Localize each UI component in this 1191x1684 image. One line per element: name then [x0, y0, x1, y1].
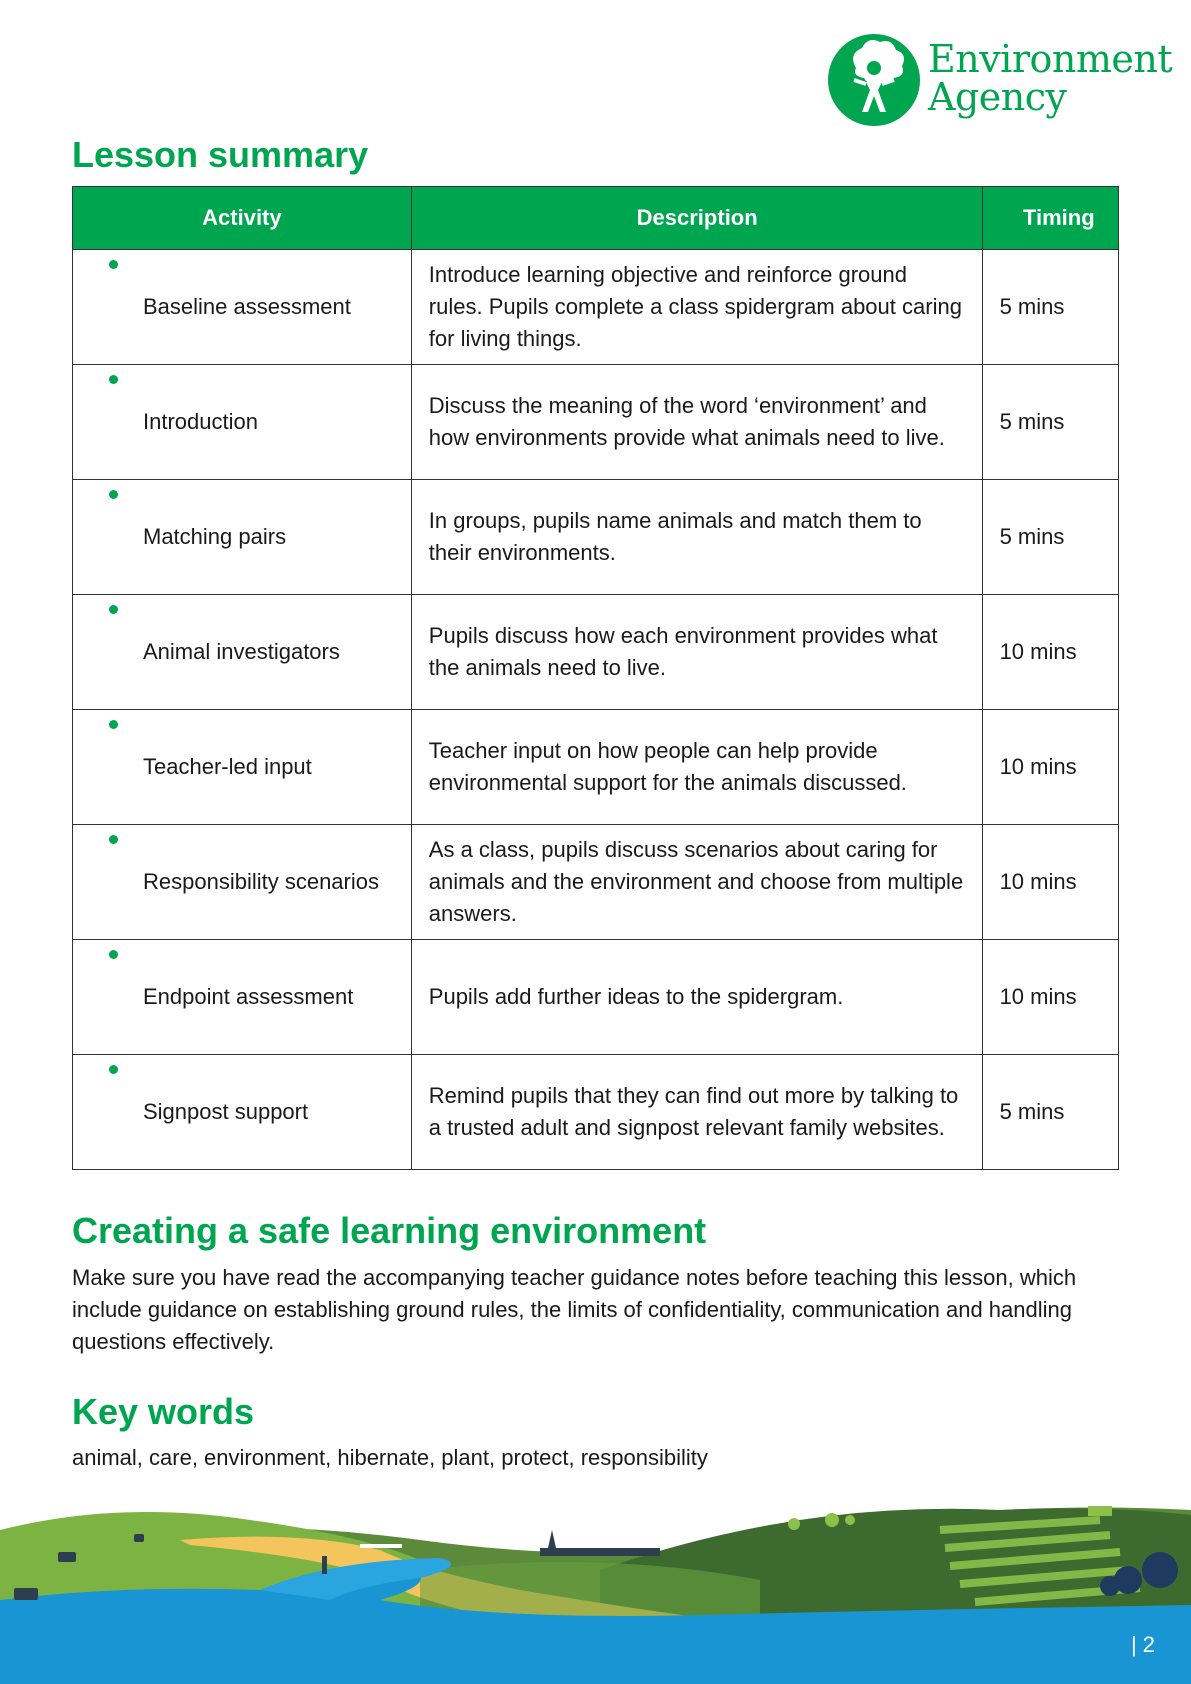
activity-name: Baseline assessment: [143, 294, 351, 319]
table-header-row: [73, 187, 1119, 250]
safe-environment-text: Make sure you have read the accompanying teacher guidance notes before teaching this lesson, which include guidance on establishing ground rules, the limits of confidentiality, communication and handling questions effectively.: [72, 1265, 1077, 1354]
bullet-icon: [109, 605, 118, 614]
lesson-summary-heading: Lesson summary: [72, 134, 369, 175]
activity-timing: 5 mins: [982, 250, 1118, 365]
activity-timing: 10 mins: [982, 940, 1118, 1055]
bullet-icon: [109, 1065, 118, 1074]
activity-description: Remind pupils that they can find out more by talking to a trusted adult and signpost relevant family websites.: [411, 1055, 982, 1170]
activity-timing: 5 mins: [982, 1055, 1118, 1170]
bullet-icon: [109, 260, 118, 269]
activity-name: Signpost support: [143, 1099, 309, 1124]
activity-timing: 5 mins: [982, 480, 1118, 595]
activity-name: Matching pairs: [143, 524, 287, 549]
bullet-icon: [109, 490, 118, 499]
table-row: [73, 480, 1119, 595]
page-number: | 2: [1130, 1632, 1155, 1657]
column-header-activity: Activity: [73, 187, 412, 250]
table-row: [73, 250, 1119, 365]
activity-name: Endpoint assessment: [143, 984, 354, 1009]
tree-person-icon: [826, 32, 922, 128]
activity-description: Discuss the meaning of the word ‘environment’ and how environments provide what animals need to live.: [411, 365, 982, 480]
landscape-illustration: [0, 1490, 1191, 1684]
table-row: [73, 710, 1119, 825]
activity-description: Pupils discuss how each environment provides what the animals need to live.: [411, 595, 982, 710]
key-words-heading: Key words: [72, 1391, 255, 1432]
activity-description: In groups, pupils name animals and match them to their environments.: [411, 480, 982, 595]
bullet-icon: [109, 375, 118, 384]
logo-line1: Environment: [928, 37, 1173, 81]
activity-description: Introduce learning objective and reinforce ground rules. Pupils complete a class spidergram about caring for living things.: [411, 250, 982, 365]
activity-description: Pupils add further ideas to the spidergram.: [411, 940, 982, 1055]
column-header-timing: Timing: [982, 187, 1118, 250]
activity-name: Introduction: [143, 409, 258, 434]
activity-timing: 10 mins: [982, 710, 1118, 825]
column-header-description: Description: [411, 187, 982, 250]
activity-timing: 5 mins: [982, 365, 1118, 480]
lesson-summary-table: [72, 186, 1119, 1170]
table-row: [73, 595, 1119, 710]
table-row: [73, 365, 1119, 480]
table-row: [73, 825, 1119, 940]
activity-name: Animal investigators: [143, 639, 340, 664]
table-row: [73, 1055, 1119, 1170]
bullet-icon: [109, 950, 118, 959]
key-words-text: animal, care, environment, hibernate, plant, protect, responsibility: [72, 1445, 708, 1470]
activity-timing: 10 mins: [982, 595, 1118, 710]
activity-name: Responsibility scenarios: [143, 869, 379, 894]
table-row: [73, 940, 1119, 1055]
activity-description: Teacher input on how people can help provide environmental support for the animals discussed.: [411, 710, 982, 825]
activity-timing: 10 mins: [982, 825, 1118, 940]
activity-name: Teacher-led input: [143, 754, 312, 779]
logo-line2: Agency: [928, 75, 1067, 119]
bullet-icon: [109, 720, 118, 729]
safe-environment-heading: Creating a safe learning environment: [72, 1210, 707, 1251]
activity-description: As a class, pupils discuss scenarios about caring for animals and the environment and choose from multiple answers.: [411, 825, 982, 940]
bullet-icon: [109, 835, 118, 844]
environment-agency-logo: [826, 32, 1173, 128]
